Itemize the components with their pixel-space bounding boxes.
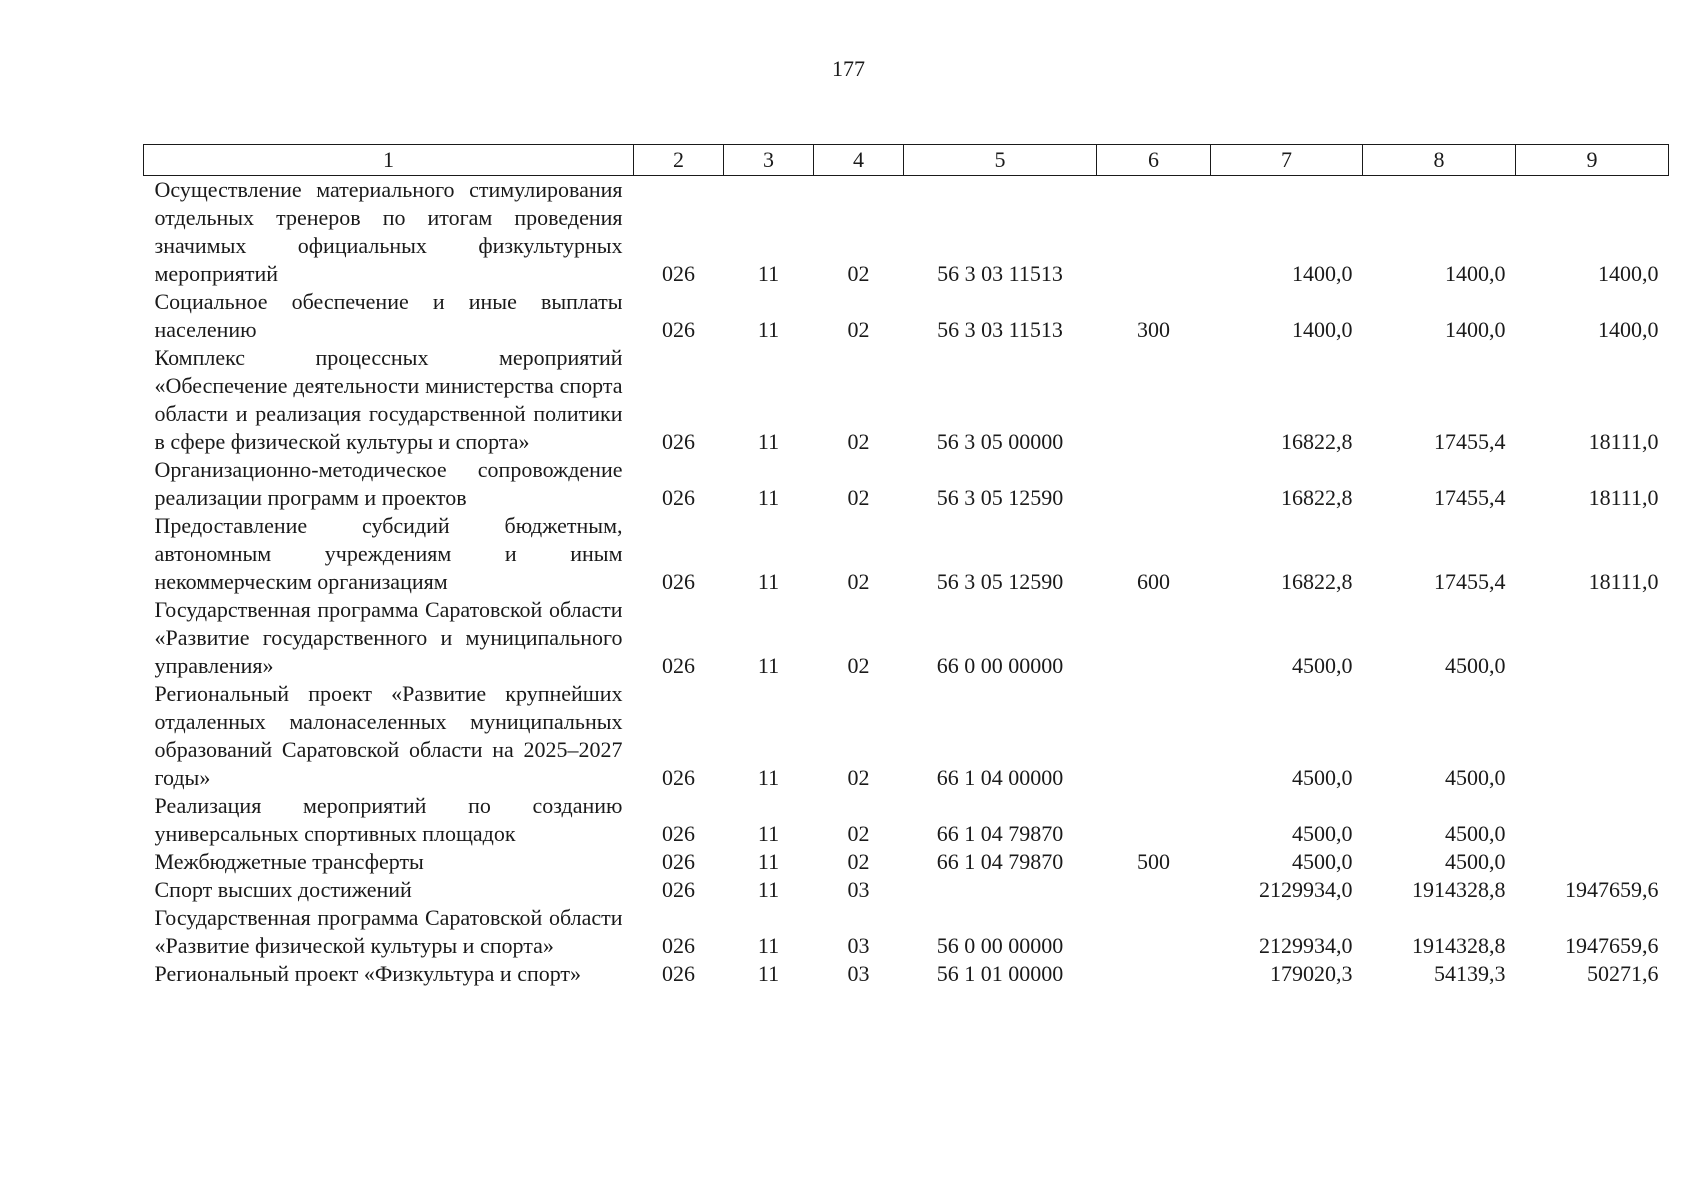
row-amount-col9: 18111,0 [1588,485,1659,510]
table-row [144,904,1669,960]
row-ministry-code: 026 [662,653,695,678]
row-expense-type: 500 [1137,849,1170,874]
row-ministry-code: 026 [662,877,695,902]
row-expense-type [1097,456,1211,512]
row-amount-col9: 18111,0 [1588,429,1659,454]
page-number: 177 [832,56,865,81]
row-amount-col7: 2129934,0 [1259,933,1353,958]
row-subsection-code: 02 [847,317,870,342]
row-section-code: 11 [757,933,780,958]
row-amount-col8: 4500,0 [1445,765,1506,790]
header-col-6: 6 [1097,145,1211,176]
row-amount-col8: 1400,0 [1445,317,1506,342]
row-section-code: 11 [757,485,780,510]
row-amount-col9 [1516,792,1669,848]
row-amount-col7: 2129934,0 [1259,877,1353,902]
row-amount-col8: 1914328,8 [1412,933,1506,958]
row-amount-col8: 17455,4 [1434,429,1506,454]
row-expense-type: 300 [1137,317,1170,342]
row-name: Государственная программа Саратовской области «Развитие государственного и муниципального управления» [154,597,623,678]
row-amount-col8: 4500,0 [1445,653,1506,678]
row-amount-col7: 1400,0 [1292,261,1353,286]
row-section-code: 11 [757,961,780,986]
table-row [144,288,1669,344]
row-subsection-code: 02 [847,653,870,678]
table-row [144,456,1669,512]
row-name: Спорт высших достижений [154,877,412,902]
row-amount-col7: 16822,8 [1281,569,1353,594]
row-amount-col9: 1947659,6 [1565,933,1659,958]
row-amount-col7: 4500,0 [1292,653,1353,678]
row-target-code: 66 1 04 00000 [936,765,1064,790]
row-expense-type [1097,904,1211,960]
row-amount-col7: 4500,0 [1292,849,1353,874]
header-col-2: 2 [634,145,724,176]
row-amount-col9: 50271,6 [1587,961,1659,986]
row-expense-type [1097,176,1211,289]
row-amount-col9: 18111,0 [1588,569,1659,594]
row-ministry-code: 026 [662,961,695,986]
row-target-code: 56 3 05 00000 [936,429,1064,454]
row-expense-type [1097,960,1211,988]
row-ministry-code: 026 [662,429,695,454]
row-ministry-code: 026 [662,261,695,286]
table-row [144,596,1669,680]
row-ministry-code: 026 [662,821,695,846]
header-col-8: 8 [1363,145,1516,176]
row-amount-col8: 17455,4 [1434,569,1506,594]
row-amount-col7: 1400,0 [1292,317,1353,342]
row-name: Социальное обеспечение и иные выплаты населению [154,289,623,342]
row-target-code [904,876,1097,904]
row-name: Осуществление материального стимулирования отдельных тренеров по итогам проведения значимых официальных физкультурных мероприятий [154,177,623,286]
row-target-code: 56 1 01 00000 [936,961,1064,986]
row-target-code: 56 3 05 12590 [936,569,1064,594]
row-section-code: 11 [757,849,780,874]
row-expense-type: 600 [1137,569,1170,594]
row-amount-col9: 1947659,6 [1565,877,1659,902]
row-amount-col7: 179020,3 [1270,961,1353,986]
row-amount-col7: 16822,8 [1281,429,1353,454]
table-row [144,680,1669,792]
row-name: Организационно-методическое сопровождение реализации программ и проектов [154,457,623,510]
row-amount-col9 [1516,680,1669,792]
row-name: Предоставление субсидий бюджетным, автономным учреждениям и иным некоммерческим организациям [154,513,623,594]
row-target-code: 66 1 04 79870 [936,821,1064,846]
row-ministry-code: 026 [662,317,695,342]
row-name: Межбюджетные трансферты [154,849,424,874]
row-section-code: 11 [757,317,780,342]
table-row [144,512,1669,596]
header-col-3: 3 [724,145,814,176]
row-amount-col9 [1516,596,1669,680]
row-ministry-code: 026 [662,485,695,510]
row-section-code: 11 [757,569,780,594]
row-expense-type [1097,596,1211,680]
row-amount-col8: 54139,3 [1434,961,1506,986]
header-row [144,145,1669,176]
row-expense-type [1097,680,1211,792]
row-amount-col9 [1516,848,1669,876]
row-section-code: 11 [757,653,780,678]
table-row [144,960,1669,988]
row-amount-col7: 4500,0 [1292,821,1353,846]
row-target-code: 56 3 03 11513 [937,317,1063,342]
row-amount-col8: 4500,0 [1445,849,1506,874]
row-name: Региональный проект «Развитие крупнейших отдаленных малонаселенных муниципальных образований Саратовской области на 2025–2027 годы» [154,681,623,790]
row-expense-type [1097,876,1211,904]
table-row [144,344,1669,456]
row-section-code: 11 [757,765,780,790]
row-target-code: 56 3 03 11513 [937,261,1063,286]
row-subsection-code: 02 [847,569,870,594]
row-name: Региональный проект «Физкультура и спорт» [154,961,582,986]
row-amount-col9: 1400,0 [1598,261,1659,286]
row-subsection-code: 03 [847,877,870,902]
row-amount-col9: 1400,0 [1598,317,1659,342]
row-subsection-code: 02 [847,261,870,286]
table-header [144,145,1669,176]
row-amount-col8: 17455,4 [1434,485,1506,510]
row-target-code: 66 1 04 79870 [936,849,1064,874]
table-row [144,176,1669,289]
row-subsection-code: 02 [847,821,870,846]
row-subsection-code: 02 [847,849,870,874]
header-col-4: 4 [814,145,904,176]
row-subsection-code: 03 [847,961,870,986]
header-col-1: 1 [144,145,634,176]
row-ministry-code: 026 [662,933,695,958]
row-amount-col7: 16822,8 [1281,485,1353,510]
row-amount-col8: 1914328,8 [1412,877,1506,902]
row-section-code: 11 [757,877,780,902]
row-expense-type [1097,344,1211,456]
row-expense-type [1097,792,1211,848]
row-name: Комплекс процессных мероприятий «Обеспечение деятельности министерства спорта области и реализация государственной политики в сфере физической культуры и спорта» [154,345,623,454]
row-amount-col8: 4500,0 [1445,821,1506,846]
header-col-9: 9 [1516,145,1669,176]
row-subsection-code: 02 [847,765,870,790]
row-amount-col8: 1400,0 [1445,261,1506,286]
row-subsection-code: 02 [847,429,870,454]
table-row [144,792,1669,848]
row-name: Государственная программа Саратовской области «Развитие физической культуры и спорта» [154,905,623,958]
row-section-code: 11 [757,821,780,846]
header-col-5: 5 [904,145,1097,176]
row-ministry-code: 026 [662,849,695,874]
row-name: Реализация мероприятий по созданию универсальных спортивных площадок [154,793,623,846]
row-target-code: 56 3 05 12590 [936,485,1064,510]
row-subsection-code: 03 [847,933,870,958]
row-subsection-code: 02 [847,485,870,510]
budget-table [143,144,1669,988]
row-target-code: 56 0 00 00000 [936,933,1064,958]
table-row [144,848,1669,876]
row-ministry-code: 026 [662,569,695,594]
header-col-7: 7 [1211,145,1363,176]
table-row [144,876,1669,904]
row-section-code: 11 [757,429,780,454]
row-target-code: 66 0 00 00000 [936,653,1064,678]
row-amount-col7: 4500,0 [1292,765,1353,790]
table-body [144,176,1669,989]
row-ministry-code: 026 [662,765,695,790]
row-section-code: 11 [757,261,780,286]
